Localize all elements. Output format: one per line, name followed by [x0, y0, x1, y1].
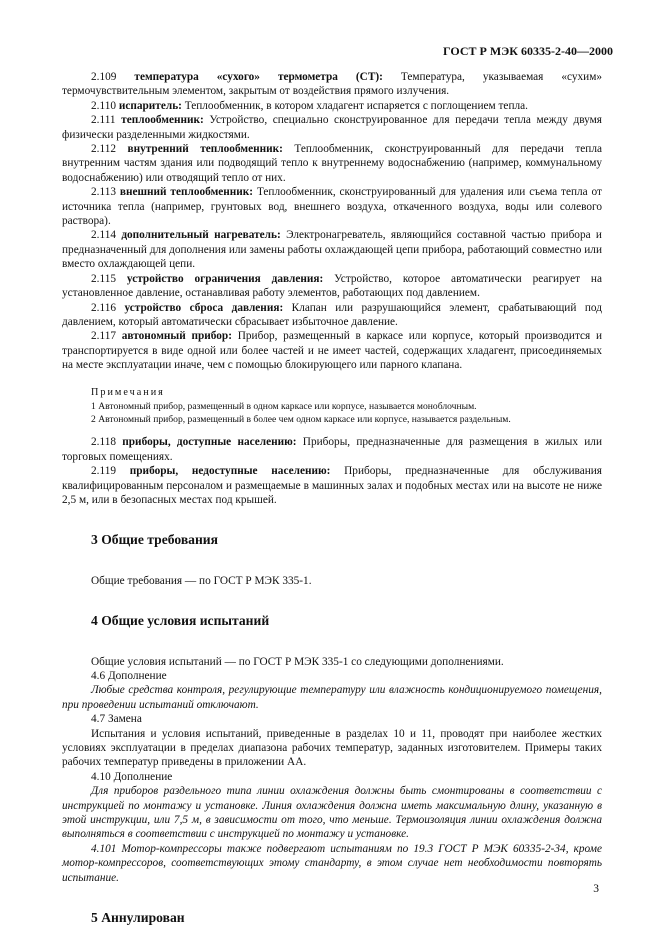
- notes-title: Примечания: [91, 386, 165, 398]
- clause-4-10-heading: 4.10 Дополнение: [91, 770, 173, 783]
- definition-item: [62, 464, 602, 507]
- definition-text: Приборы, предназначенные для обслуживания квалифицированным персоналом и размещаемые в машинных залах и подобных местах или на высоте не ниже 2,5 м, или в безопасных местах под крышей.: [62, 465, 603, 506]
- definition-number: 2.116: [91, 301, 116, 314]
- definition-number: 2.115: [91, 272, 116, 285]
- definition-term: приборы, недоступные населению:: [129, 465, 331, 478]
- definition-term: дополнительный нагреватель:: [121, 229, 281, 242]
- definition-number: 2.110: [91, 99, 116, 112]
- definition-text: Теплообменник, в котором хладагент испаряется с поглощением тепла.: [181, 99, 528, 112]
- clause-4-101-text: 4.101 Мотор-компрессоры также подвергают испытаниям по 19.3 ГОСТ Р МЭК 60335-2-34, кроме мотор-компрессоров, соответствующих этому стандарту, в этом случае нет необходимости повторять испытание.: [62, 842, 602, 884]
- definition-term: температура «сухого» термометра (СТ):: [134, 71, 383, 83]
- definition-text: Устройство, которое автоматически реагирует на установленное давление, останавливая работу элементов, работающих под давлением.: [62, 272, 602, 300]
- definition-term: испаритель:: [118, 99, 182, 112]
- definition-item: [62, 185, 602, 228]
- definition-term: устройство сброса давления:: [124, 301, 284, 314]
- definition-number: 2.109: [91, 71, 117, 83]
- clause-4-6-text: Любые средства контроля, регулирующие температуру или влажность кондиционируемого помещения, при проведении испытаний отключают.: [62, 684, 602, 711]
- section-3-heading: 3 Общие требования: [91, 532, 218, 548]
- definition-term: приборы, доступные населению:: [122, 436, 297, 449]
- clause-4-7-text: Испытания и условия испытаний, приведенные в разделах 10 и 11, проводят при наиболее жестких условиях эксплуатации в пределах диапазона рабочих температур, заданных изготовителем. Примеры таких рабочих температур приведены в приложении АА.: [62, 727, 602, 769]
- note-2: 2 Автономный прибор, размещенный в более чем одном каркасе или корпусе, называется раздельным.: [91, 414, 511, 426]
- definition-item: [62, 329, 602, 372]
- definition-text: Устройство, специально сконструированное для передачи тепла между двумя физически разделенными жидкостями.: [62, 114, 602, 141]
- definition-item: [62, 301, 602, 330]
- definition-item: [62, 99, 602, 113]
- definition-text: Теплообменник, сконструированный для передачи тепла внутренним частям здания или подводящий тепло к внутреннему водоснабжению (например, коммунальному водоснабжению) или отводящий тепло от них.: [62, 143, 602, 184]
- note-1: 1 Автономный прибор, размещенный в одном каркасе или корпусе, называется моноблочным.: [91, 400, 477, 412]
- definition-number: 2.113: [91, 186, 116, 199]
- page-body: [62, 70, 602, 952]
- definition-text: Прибор, размещенный в каркасе или корпусе, который производится и транспортируется в виде одной или более частей и не имеет частей, содержащих хладагент, присоединяемых на месте эксплуатации иначе, чем с помощью блокирующего или парного клапана.: [62, 330, 603, 372]
- definition-number: 2.117: [91, 330, 116, 343]
- clause-4-10-text: Для приборов раздельного типа линии охлаждения должны быть смонтированы в соответствии с инструкцией по монтажу и установке. Линия охлаждения должна иметь максимальную длину, указанную в этой инструкции, или 7,5 м, в зависимости от того, что меньше. Термоизоляция линии охлаждения должна выполняться в соответствии с инструкцией по монтажу и установке.: [62, 785, 602, 841]
- definition-number: 2.112: [91, 143, 116, 156]
- definition-number: 2.119: [91, 465, 116, 478]
- definition-item: [62, 272, 602, 301]
- section-4-heading: 4 Общие условия испытаний: [91, 613, 270, 629]
- page-number: 3: [593, 883, 599, 895]
- clause-4-7-heading: 4.7 Замена: [91, 713, 142, 726]
- definition-term: устройство ограничения давления:: [126, 272, 324, 285]
- section-4-intro: Общие условия испытаний — по ГОСТ Р МЭК 335-1 со следующими дополнениями.: [91, 655, 504, 668]
- definition-number: 2.114: [91, 229, 116, 242]
- definition-item: [62, 142, 602, 185]
- definition-item: [62, 70, 602, 99]
- definition-text: Температура, указываемая «сухим» термочувствительным элементом, закрытым от воздействия прямого излучения.: [62, 71, 602, 98]
- definition-item: [62, 435, 602, 464]
- definition-text: Приборы, предназначенные для размещения в жилых или торговых помещениях.: [62, 436, 602, 463]
- definition-item: [62, 113, 602, 142]
- definition-text: Клапан или разрушающийся элемент, срабатывающий под давлением, который автоматически сбрасывает избыточное давление.: [62, 301, 602, 328]
- definition-term: автономный прибор:: [121, 330, 232, 343]
- clause-4-6-heading: 4.6 Дополнение: [91, 670, 167, 682]
- definition-term: внешний теплообменник:: [119, 186, 254, 199]
- definition-text: Теплообменник, сконструированный для удаления или съема тепла от источника тепла (например, грунтовых вод, внешнего воздуха, откаченного воздуха, воды или солевого раствора).: [62, 186, 602, 228]
- definition-number: 2.111: [91, 114, 116, 127]
- definition-number: 2.118: [91, 436, 116, 449]
- running-header: ГОСТ Р МЭК 60335-2-40—2000: [443, 44, 613, 58]
- definition-term: теплообменник:: [121, 114, 204, 127]
- section-3-text: Общие требования — по ГОСТ Р МЭК 335-1.: [91, 574, 312, 587]
- definition-item: [62, 228, 602, 271]
- definitions-list-2: [62, 435, 602, 507]
- definition-text: Электронагреватель, являющийся составной частью прибора и предназначенный для дополнения или замены работы охлаждающей цепи прибора, работающий совместно или вместо охлаждающей цепи.: [62, 229, 602, 271]
- definitions-list: [62, 70, 602, 373]
- definition-term: внутренний теплообменник:: [127, 143, 283, 156]
- section-5-heading: 5 Аннулирован: [91, 910, 185, 926]
